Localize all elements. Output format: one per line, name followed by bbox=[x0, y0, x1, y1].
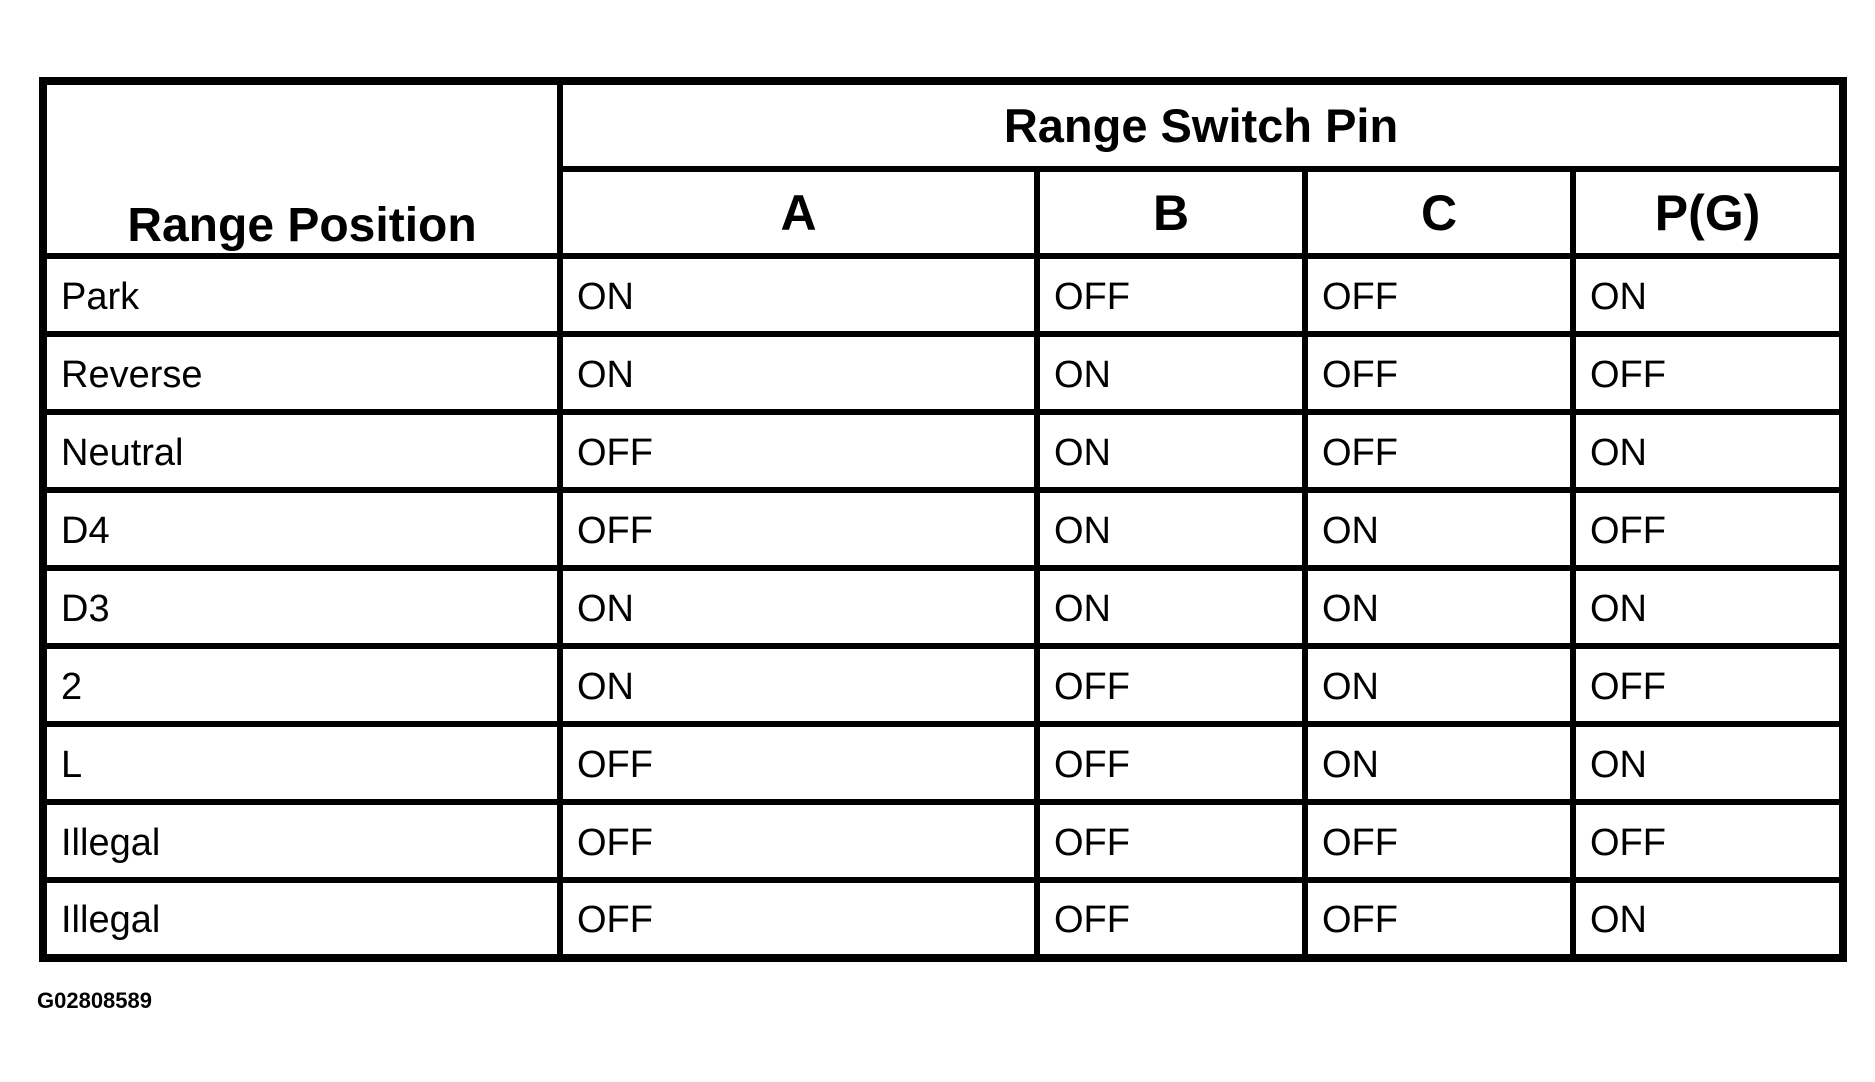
pin-c-cell: OFF bbox=[1305, 334, 1573, 412]
table-row bbox=[43, 412, 1843, 490]
table-row bbox=[43, 646, 1843, 724]
table-row bbox=[43, 802, 1843, 880]
pin-b-cell: OFF bbox=[1037, 880, 1305, 958]
pin-c-cell: ON bbox=[1305, 490, 1573, 568]
pin-pg-cell: ON bbox=[1573, 412, 1843, 490]
pin-header-c: C bbox=[1305, 169, 1573, 256]
range-switch-table bbox=[39, 77, 1847, 962]
pin-a-cell: OFF bbox=[560, 490, 1037, 568]
pin-c-cell: ON bbox=[1305, 646, 1573, 724]
pin-pg-cell: ON bbox=[1573, 568, 1843, 646]
pin-pg-cell: ON bbox=[1573, 256, 1843, 334]
pin-pg-cell: ON bbox=[1573, 880, 1843, 958]
range-position-cell: 2 bbox=[43, 646, 560, 724]
pin-a-cell: OFF bbox=[560, 724, 1037, 802]
pin-a-cell: ON bbox=[560, 646, 1037, 724]
figure-id: G02808589 bbox=[37, 988, 152, 1013]
pin-pg-cell: OFF bbox=[1573, 490, 1843, 568]
range-position-cell: Reverse bbox=[43, 334, 560, 412]
pin-header-pg: P(G) bbox=[1573, 169, 1843, 256]
pin-c-cell: OFF bbox=[1305, 802, 1573, 880]
pin-pg-cell: OFF bbox=[1573, 334, 1843, 412]
pin-c-cell: ON bbox=[1305, 568, 1573, 646]
pin-c-cell: OFF bbox=[1305, 256, 1573, 334]
pin-pg-cell: OFF bbox=[1573, 646, 1843, 724]
pin-b-cell: OFF bbox=[1037, 256, 1305, 334]
pin-c-cell: OFF bbox=[1305, 412, 1573, 490]
table-row bbox=[43, 880, 1843, 958]
range-position-cell: Illegal bbox=[43, 802, 560, 880]
range-position-cell: Neutral bbox=[43, 412, 560, 490]
pin-b-cell: ON bbox=[1037, 412, 1305, 490]
header-row-top bbox=[43, 81, 1843, 169]
pin-pg-cell: OFF bbox=[1573, 802, 1843, 880]
pin-c-cell: ON bbox=[1305, 724, 1573, 802]
pin-pg-cell: ON bbox=[1573, 724, 1843, 802]
range-position-cell: L bbox=[43, 724, 560, 802]
range-position-cell: D4 bbox=[43, 490, 560, 568]
table-row bbox=[43, 568, 1843, 646]
pin-b-cell: ON bbox=[1037, 568, 1305, 646]
pin-a-cell: ON bbox=[560, 256, 1037, 334]
pin-a-cell: ON bbox=[560, 334, 1037, 412]
range-position-cell: Park bbox=[43, 256, 560, 334]
range-position-cell: D3 bbox=[43, 568, 560, 646]
pin-b-cell: OFF bbox=[1037, 802, 1305, 880]
table-row bbox=[43, 256, 1843, 334]
pin-b-cell: OFF bbox=[1037, 724, 1305, 802]
pin-b-cell: ON bbox=[1037, 490, 1305, 568]
pin-c-cell: OFF bbox=[1305, 880, 1573, 958]
pin-a-cell: ON bbox=[560, 568, 1037, 646]
pin-b-cell: ON bbox=[1037, 334, 1305, 412]
range-position-header: Range Position bbox=[43, 81, 560, 256]
range-position-cell: Illegal bbox=[43, 880, 560, 958]
pin-a-cell: OFF bbox=[560, 802, 1037, 880]
table-row bbox=[43, 724, 1843, 802]
pin-a-cell: OFF bbox=[560, 412, 1037, 490]
pin-b-cell: OFF bbox=[1037, 646, 1305, 724]
pin-header-b: B bbox=[1037, 169, 1305, 256]
table-row bbox=[43, 490, 1843, 568]
range-switch-pin-header: Range Switch Pin bbox=[560, 81, 1843, 169]
pin-a-cell: OFF bbox=[560, 880, 1037, 958]
pin-header-a: A bbox=[560, 169, 1037, 256]
table-row bbox=[43, 334, 1843, 412]
